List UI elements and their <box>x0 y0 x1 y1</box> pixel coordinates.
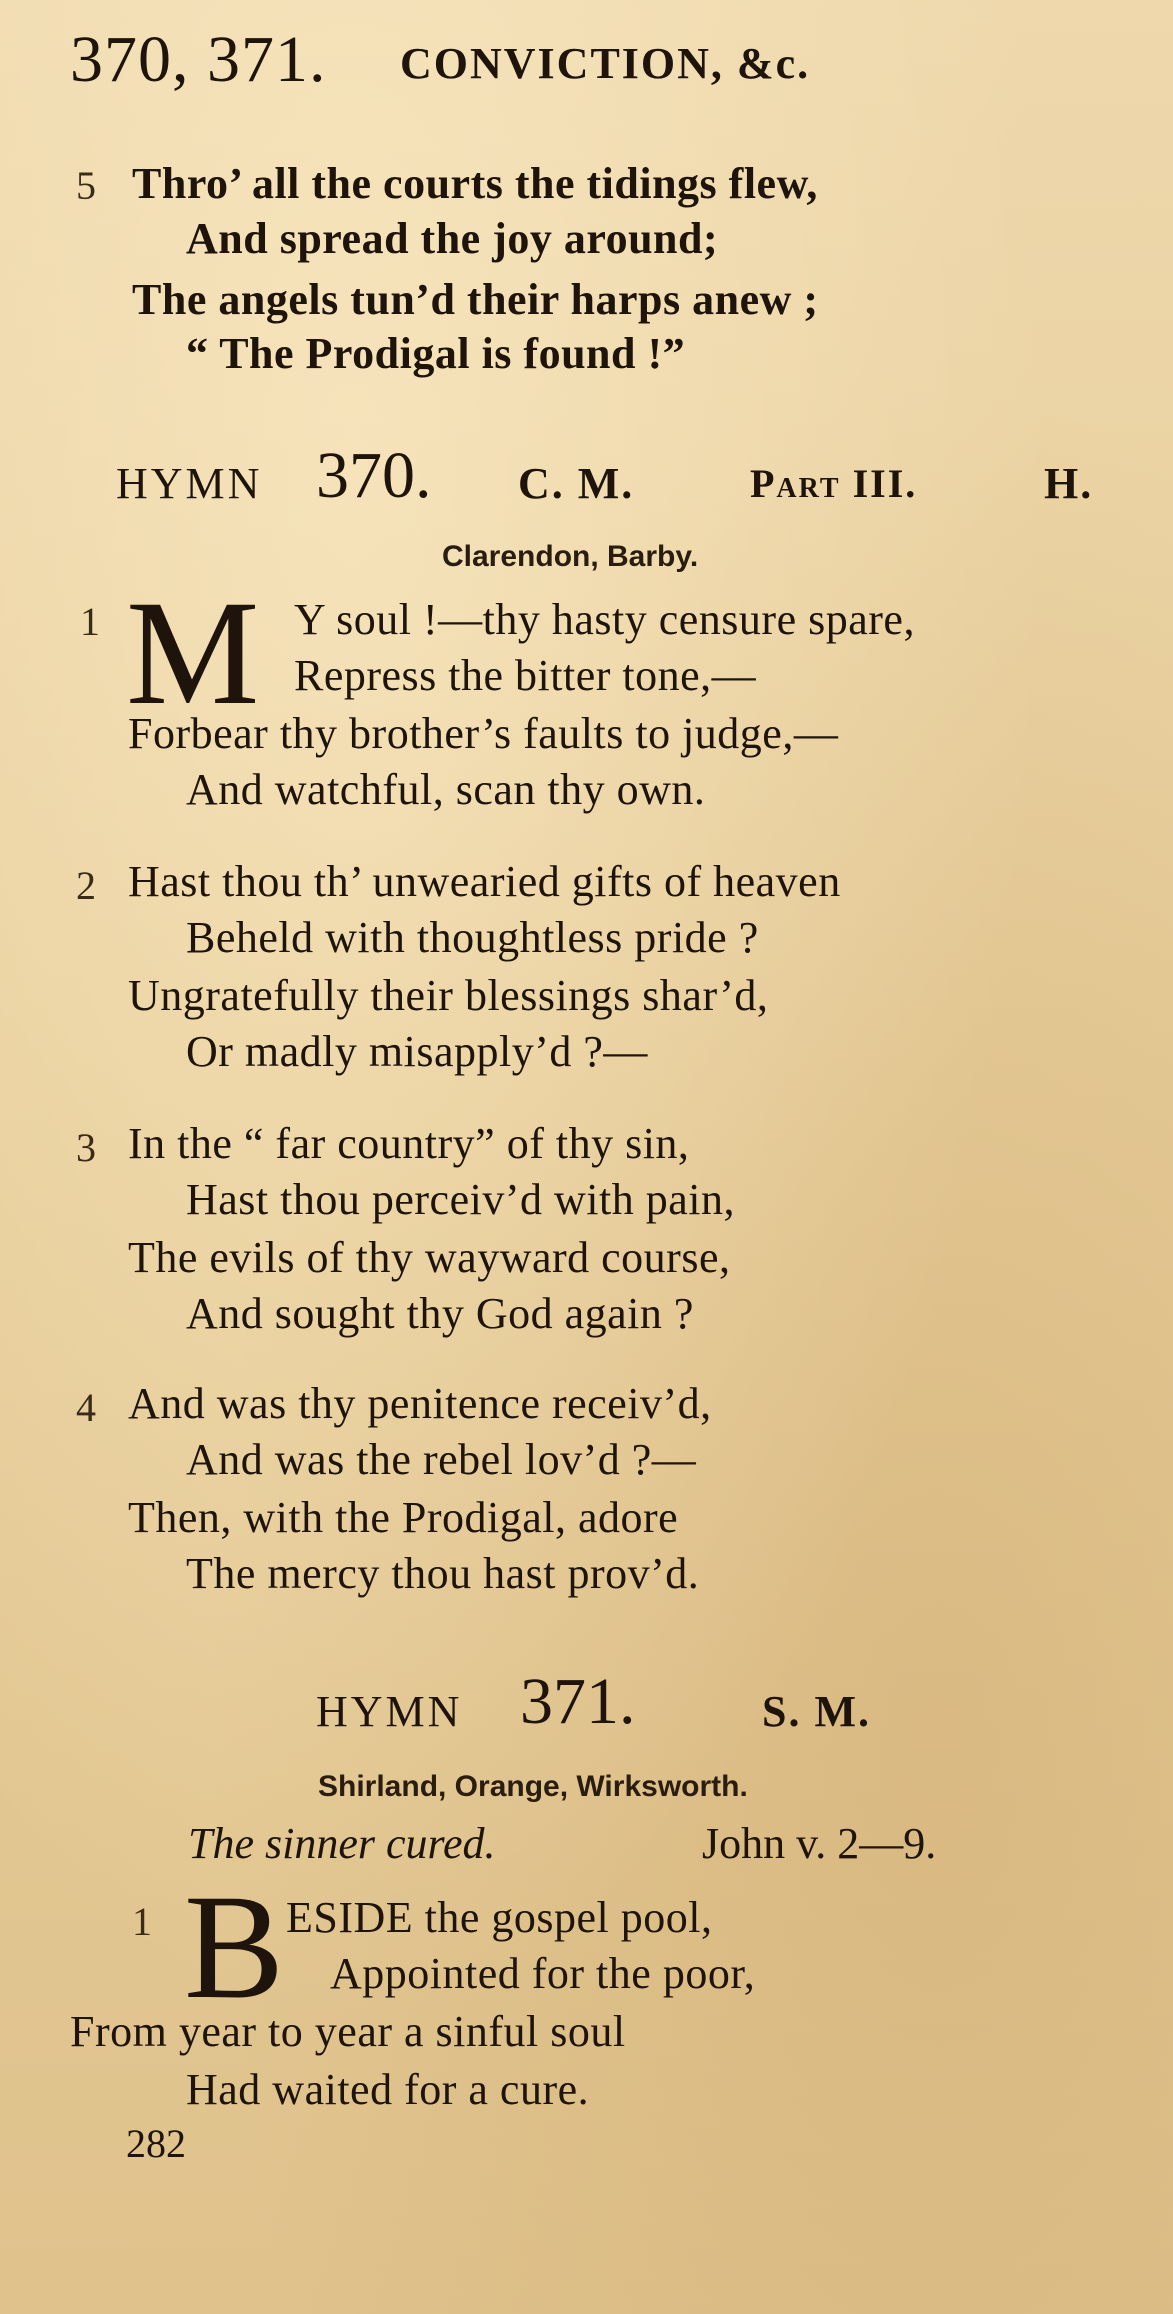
hymn-371-meter: S. M. <box>762 1687 871 1736</box>
verse-line: Beheld with thoughtless pride ? <box>186 913 759 962</box>
verse-line: And spread the joy around; <box>186 214 719 263</box>
verse-line: From year to year a sinful soul <box>70 2007 626 2056</box>
verse-line: Y soul !—thy hasty censure spare, <box>294 595 915 644</box>
verse-line: And was the rebel lov’d ?— <box>186 1435 697 1484</box>
verse-line: Then, with the Prodigal, adore <box>128 1493 679 1542</box>
verse-line: And sought thy God again ? <box>186 1289 694 1338</box>
verse-line: Ungratefully their blessings shar’d, <box>128 971 769 1020</box>
hymn-370-number: 370. <box>316 439 432 512</box>
verse-line: The evils of thy wayward course, <box>128 1233 731 1282</box>
hymn-371-subtitle: The sinner cured. <box>188 1819 496 1868</box>
verse-line: ESIDE the gospel pool, <box>286 1893 713 1942</box>
verse-line: Appointed for the poor, <box>330 1949 756 1998</box>
verse-line: Forbear thy brother’s faults to judge,— <box>128 709 839 758</box>
verse-line: And watchful, scan thy own. <box>186 765 706 814</box>
verse-line: And was thy penitence receiv’d, <box>128 1379 712 1428</box>
hymn-370-part: Part III. <box>750 461 918 506</box>
drop-cap: M <box>126 570 260 736</box>
drop-cap: B <box>184 1864 285 2030</box>
header-hymn-numbers: 370, 371. <box>70 23 327 96</box>
verse-line: Hast thou perceiv’d with pain, <box>186 1175 735 1224</box>
verse-number: 3 <box>76 1125 96 1170</box>
verse-line: Or madly misapply’d ?— <box>186 1027 648 1076</box>
verse-line: Had waited for a cure. <box>186 2065 590 2114</box>
hymn-370-author: H. <box>1044 459 1094 508</box>
hymn-371-scripture-ref: John v. 2—9. <box>702 1819 937 1868</box>
verse-line: “ The Prodigal is found !” <box>186 329 686 378</box>
verse-line: The mercy thou hast prov’d. <box>186 1549 700 1598</box>
hymn-371-number: 371. <box>520 1665 636 1738</box>
verse-number: 1 <box>80 599 100 644</box>
verse-line: Repress the bitter tone,— <box>294 651 757 700</box>
verse-number: 5 <box>76 163 96 208</box>
verse-line: Hast thou th’ unwearied gifts of heaven <box>128 857 841 906</box>
hymn-371-tunes: Shirland, Orange, Wirksworth. <box>318 1770 748 1803</box>
hymn-370-word: HYMN <box>116 459 263 508</box>
page-number: 282 <box>126 2121 186 2166</box>
verse-number: 1 <box>132 1899 152 1944</box>
hymn-370-meter: C. M. <box>518 459 635 508</box>
verse-line: Thro’ all the courts the tidings flew, <box>132 159 818 208</box>
verse-line: In the “ far country” of thy sin, <box>128 1119 690 1168</box>
verse-line: The angels tun’d their harps anew ; <box>132 275 819 324</box>
hymn-370-tunes: Clarendon, Barby. <box>442 540 699 573</box>
header-title: CONVICTION, &c. <box>400 39 811 88</box>
hymn-371-word: HYMN <box>316 1687 463 1736</box>
verse-number: 2 <box>76 863 96 908</box>
verse-number: 4 <box>76 1385 96 1430</box>
